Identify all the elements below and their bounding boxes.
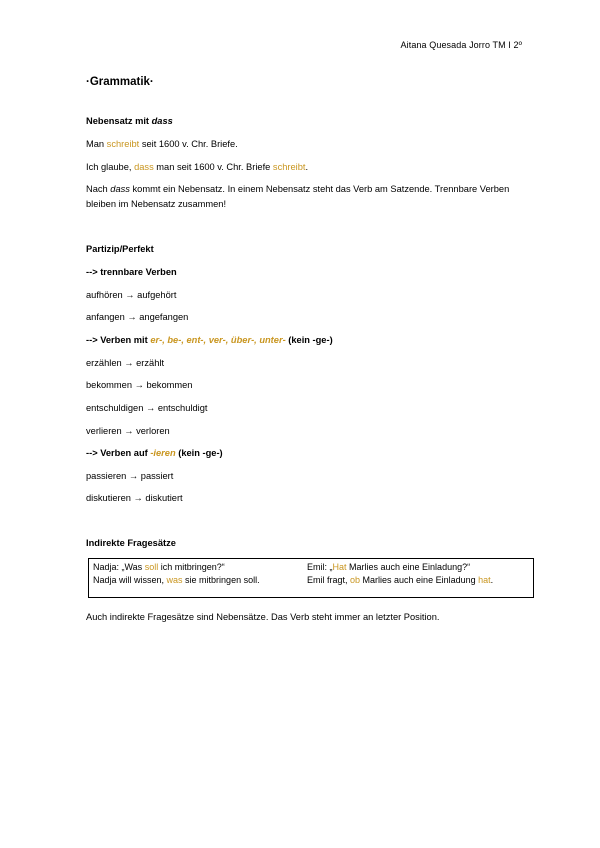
box-r1c1-a: Nadja: „Was (93, 562, 145, 572)
example-box (88, 558, 534, 598)
sub-untrennbare-b: (kein -ge-) (285, 335, 333, 345)
heading-partizip: Partizip/Perfekt (86, 244, 154, 254)
example-1 (86, 139, 238, 149)
example-1-b: seit 1600 v. Chr. Briefe. (139, 139, 238, 149)
box-r2c2-c: . (490, 575, 494, 585)
box-r2c1-a: Nadja will wissen, (93, 575, 167, 585)
heading-nebensatz-text: Nebensatz mit (86, 116, 152, 126)
box-r2c2-b: Marlies auch eine Einladung (360, 575, 479, 585)
box-r2c2-hl2: hat (478, 575, 491, 585)
list-item: passieren → passiert (86, 471, 174, 481)
box-r2c1-b: sie mitbringen soll. (182, 575, 260, 585)
sub-untrennbare-a: --> Verben mit (86, 335, 151, 345)
note-fragesaetze: Auch indirekte Fragesätze sind Nebensätze. Das Verb steht immer an letzter Position. (86, 612, 440, 622)
list-item: erzählen → erzählt (86, 358, 165, 368)
author-line: Aitana Quesada Jorro TM I 2º (400, 40, 522, 50)
box-indirect-question-1 (93, 575, 260, 585)
box-direct-question-1 (93, 562, 225, 572)
sub-ieren-b: (kein -ge-) (175, 448, 223, 458)
heading-nebensatz-em: dass (151, 116, 173, 126)
list-item: entschuldigen → entschuldigt (86, 403, 208, 413)
sub-trennbare: --> trennbare Verben (86, 267, 177, 277)
example-2 (86, 162, 308, 172)
example-2-a: Ich glaube, (86, 162, 135, 172)
list-item: aufhören → aufgehört (86, 290, 177, 300)
example-1-a: Man (86, 139, 107, 149)
heading-fragesaetze: Indirekte Fragesätze (86, 538, 176, 548)
example-2-conj: dass (134, 162, 154, 172)
box-direct-question-2 (307, 562, 470, 572)
explanation-a: Nach (86, 184, 111, 194)
sub-ieren (86, 448, 223, 458)
sub-ieren-suffix: -ieren (150, 448, 176, 458)
list-item: diskutieren → diskutiert (86, 493, 183, 503)
list-item: anfangen → angefangen (86, 312, 189, 322)
example-1-verb: schreibt (106, 139, 140, 149)
box-r1c1-hl: soll (144, 562, 159, 572)
box-r1c2-hl: Hat (332, 562, 347, 572)
list-item: bekommen → bekommen (86, 380, 193, 390)
heading-nebensatz (86, 116, 173, 126)
list-item: verlieren → verloren (86, 426, 170, 436)
box-r1c1-b: ich mitbringen?“ (158, 562, 225, 572)
box-r1c2-a: Emil: „ (307, 562, 333, 572)
example-2-b: man seit 1600 v. Chr. Briefe (153, 162, 273, 172)
box-r2c1-hl: was (166, 575, 183, 585)
sub-ieren-a: --> Verben auf (86, 448, 151, 458)
explanation-nebensatz (86, 182, 526, 212)
box-r2c2-a: Emil fragt, (307, 575, 351, 585)
box-r2c2-hl: ob (350, 575, 361, 585)
box-r1c2-b: Marlies auch eine Einladung?“ (346, 562, 471, 572)
sub-untrennbare (86, 335, 333, 345)
explanation-b: kommt ein Nebensatz. In einem Nebensatz steht das Verb am Satzende. Trennbare Verben bleiben im Nebensatz zusammen! (86, 184, 510, 209)
page-title: ·Grammatik· (86, 76, 154, 88)
sub-untrennbare-prefixes: er-, be-, ent-, ver-, über-, unter- (150, 335, 286, 345)
example-2-c: . (305, 162, 309, 172)
box-indirect-question-2 (307, 575, 493, 585)
example-2-verb: schreibt (272, 162, 306, 172)
explanation-em: dass (110, 184, 130, 194)
